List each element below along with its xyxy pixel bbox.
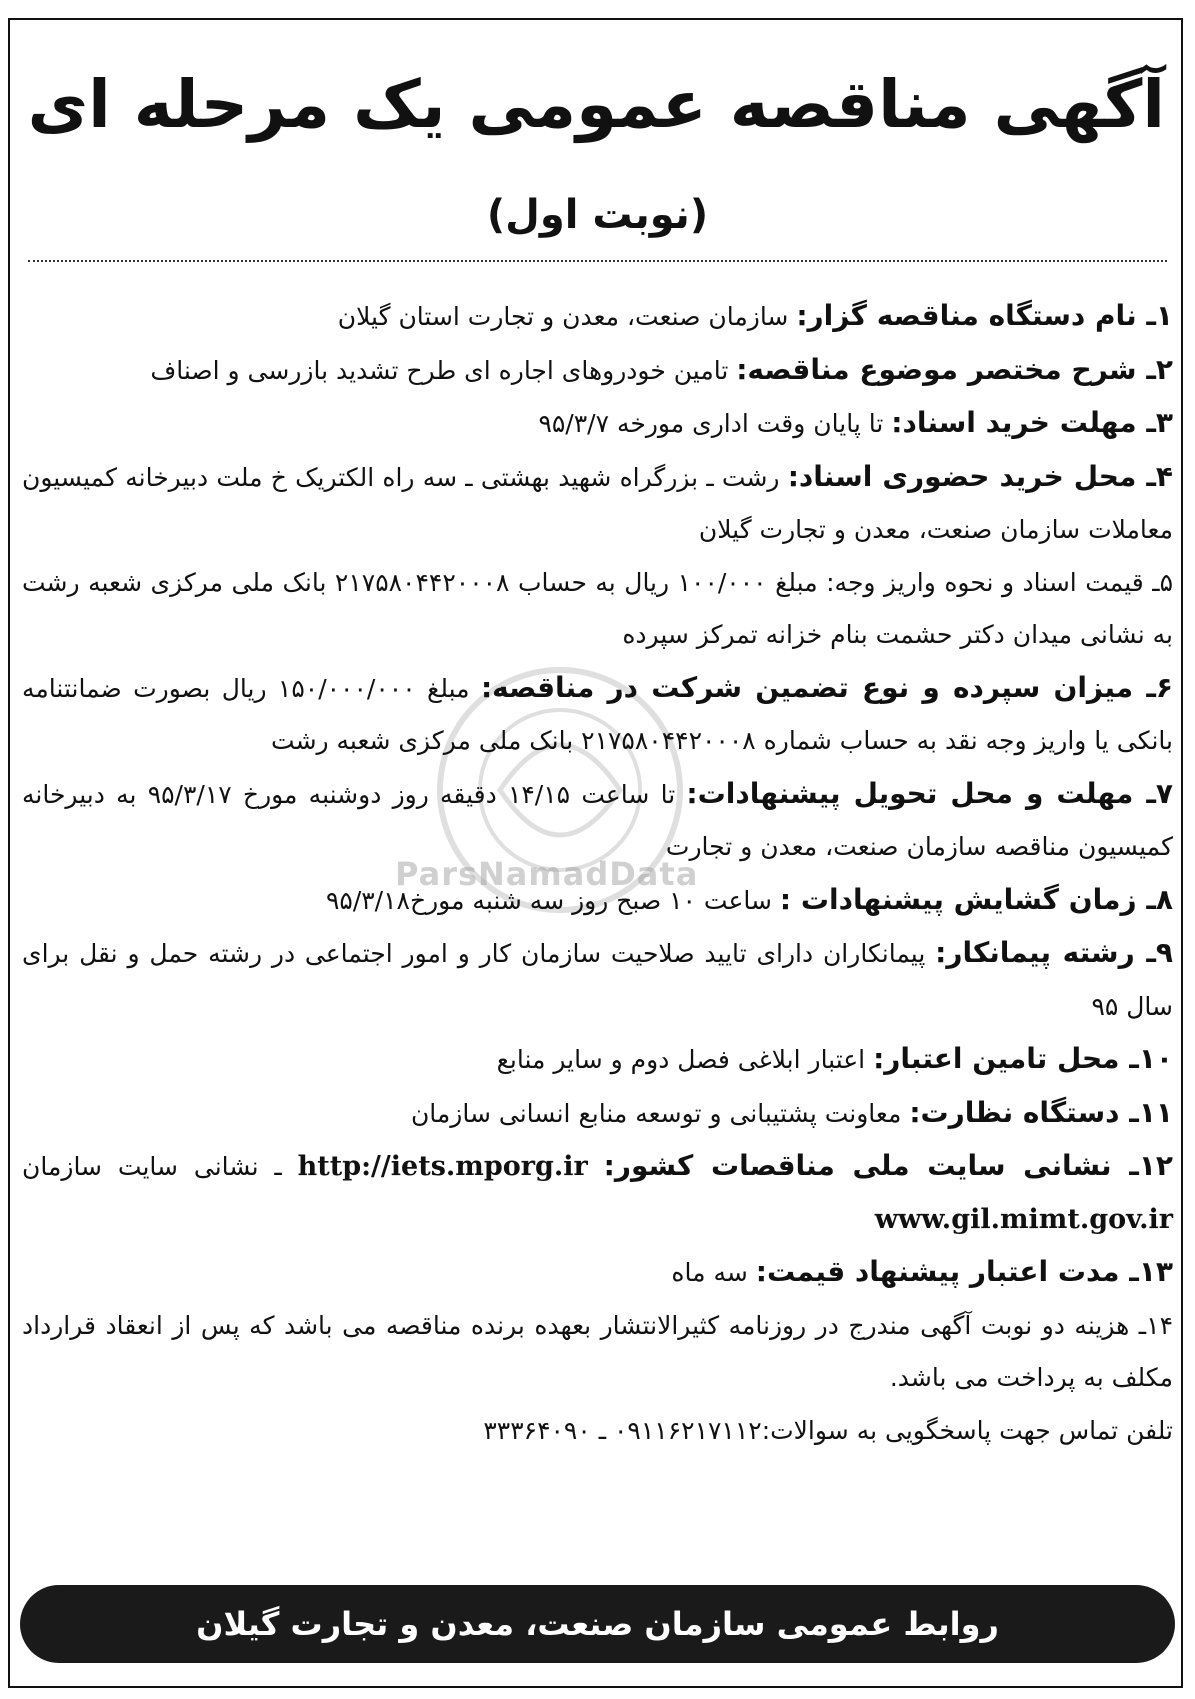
item-label: ۳ـ مهلت خرید اسناد: xyxy=(891,406,1173,439)
item-3 xyxy=(22,397,1173,451)
footer-text: روابط عمومی سازمان صنعت، معدن و تجارت گیلان xyxy=(196,1605,999,1643)
item-9 xyxy=(22,927,1173,1033)
item-12 xyxy=(22,1140,1173,1246)
item-text: ۵ـ قیمت اسناد و نحوه واریز وجه: مبلغ ۱۰۰/۰۰۰ ریال به حساب ۲۱۷۵۸۰۴۴۲۰۰۰۸ بانک ملی مرکزی شعبه رشت به نشانی میدان دکتر حشمت بنام خزانه تمرکز سپرده xyxy=(22,567,1173,649)
item-label: ۱۰ـ محل تامین اعتبار: xyxy=(873,1042,1173,1075)
item-7 xyxy=(22,768,1173,874)
item-text: ۱۴ـ هزینه دو نوبت آگهی مندرج در روزنامه کثیرالانتشار بعهده برنده مناقصه می باشد که پس از انعقاد قرارداد مکلف به پرداخت می باشد. xyxy=(22,1310,1173,1392)
item-14 xyxy=(22,1300,1173,1405)
item-label: ۴ـ محل خرید حضوری اسناد: xyxy=(787,459,1173,493)
item-label: ۱۱ـ دستگاه نظارت: xyxy=(909,1095,1173,1129)
tender-site-link[interactable]: http://iets.mporg.ir xyxy=(297,1151,588,1182)
item-4 xyxy=(22,451,1173,557)
dotted-divider xyxy=(28,260,1167,262)
item-text: سه ماه xyxy=(671,1258,756,1287)
item-label: ۲ـ شرح مختصر موضوع مناقصه: xyxy=(736,352,1173,386)
item-6 xyxy=(22,662,1173,768)
item-label: ۸ـ زمان گشایش پیشنهادات : xyxy=(779,882,1173,916)
item-text: معاونت پشتیبانی و توسعه منابع انسانی سازمان xyxy=(410,1098,910,1128)
item-label: ۷ـ مهلت و محل تحویل پیشنهادات: xyxy=(686,776,1173,810)
item-text: رشت ـ بزرگراه شهید بهشتی ـ سه راه الکتریک خ ملت دبیرخانه کمیسیون معاملات سازمان صنعت، معدن و تجارت گیلان xyxy=(22,462,1173,544)
page-subtitle: (نوبت اول) xyxy=(486,192,709,238)
item-5 xyxy=(22,557,1173,662)
item-1 xyxy=(22,290,1173,344)
item-text: مبلغ ۱۵۰/۰۰۰/۰۰۰ ریال بصورت ضمانتنامه بانکی یا واریز وجه نقد به حساب شماره ۲۱۷۵۸۰۴۴۲۰۰۰۸ بانک ملی مرکزی شعبه رشت xyxy=(22,673,1173,755)
item-10 xyxy=(22,1033,1173,1087)
item-13 xyxy=(22,1246,1173,1300)
item-2 xyxy=(22,344,1173,398)
item-text: اعتبار ابلاغی فصل دوم و سایر منابع xyxy=(496,1045,874,1074)
watermark-text: ParsNamadData xyxy=(395,855,699,893)
item-text: تا ساعت ۱۴/۱۵ دقیقه روز دوشنبه مورخ ۹۵/۳/۱۷ به دبیرخانه کمیسیون مناقصه سازمان صنعت، معدن و تجارت xyxy=(22,779,1173,861)
item-text: ساعت ۱۰ صبح روز سه شنبه مورخ۹۵/۳/۱۸ xyxy=(325,885,780,915)
item-label: ۶ـ میزان سپرده و نوع تضمین شرکت در مناقصه: xyxy=(480,670,1173,704)
item-label: ۱۳ـ مدت اعتبار پیشنهاد قیمت: xyxy=(755,1255,1173,1288)
item-text: تامین خودروهای اجاره ای طرح تشدید بازرسی و اصناف xyxy=(150,355,737,385)
phone-text: تلفن تماس جهت پاسخگویی به سوالات:۰۹۱۱۶۲۱۷۱۱۲ ـ ۳۳۳۶۴۰۹۰ xyxy=(483,1415,1173,1445)
item-text: سازمان صنعت، معدن و تجارت استان گیلان xyxy=(337,302,797,331)
contact-phone xyxy=(22,1405,1173,1458)
item-text: تا پایان وقت اداری مورخه ۹۵/۳/۷ xyxy=(538,409,892,438)
item-label: ۱ـ نام دستگاه مناقصه گزار: xyxy=(796,299,1173,332)
organization-site-link[interactable]: www.gil.mimt.gov.ir xyxy=(874,1203,1173,1235)
item-11 xyxy=(22,1087,1173,1141)
page-title: آگهی مناقصه عمومی یک مرحله ای xyxy=(27,66,1165,143)
item-label: ۱۲ـ نشانی سایت ملی مناقصات کشور: xyxy=(603,1149,1173,1182)
item-8 xyxy=(22,874,1173,928)
item-text: پیمانکاران دارای تایید صلاحیت سازمان کار و امور اجتماعی در رشته حمل و نقل برای سال ۹۵ xyxy=(22,939,1173,1021)
notice-body xyxy=(22,290,1173,1457)
item-text: ـ نشانی سایت سازمان xyxy=(22,1152,298,1181)
item-label: ۹ـ رشته پیمانکار: xyxy=(935,936,1173,969)
